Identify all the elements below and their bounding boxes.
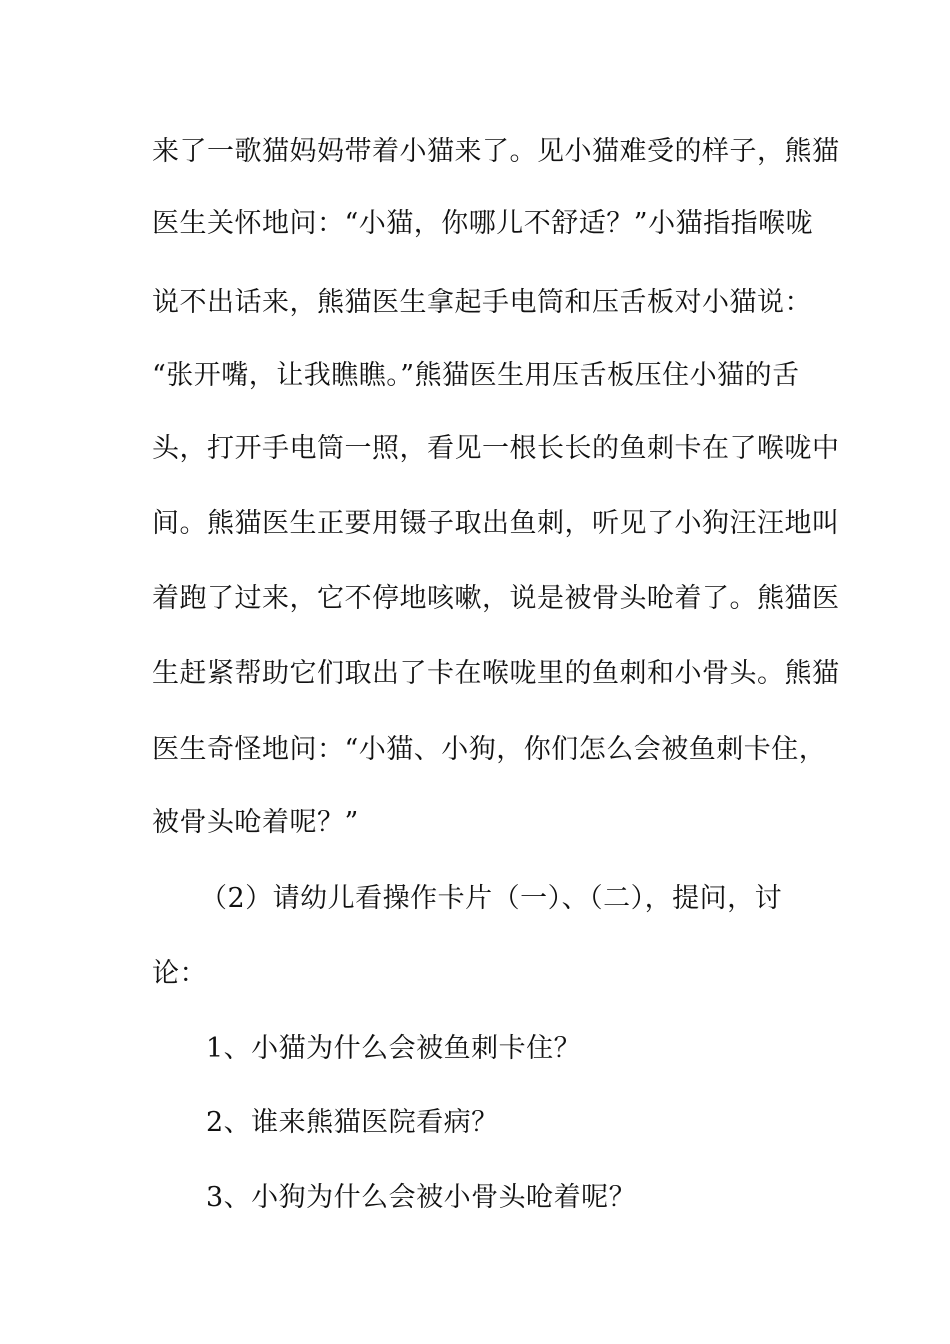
text-line: 说不出话来，熊猫医生拿起手电筒和压舌板对小猫说： — [152, 287, 812, 318]
question-item: 1、小猫为什么会被鱼刺卡住？ — [206, 1033, 582, 1064]
text-line: （2）请幼儿看操作卡片（一）、（二），提问，讨 — [200, 883, 783, 914]
text-line: “张开嘴，让我瞧瞧。”熊猫医生用压舌板压住小猫的舌 — [152, 360, 800, 391]
text-line: 医生关怀地问：“小猫，你哪儿不舒适？”小猫指指喉咙 — [152, 208, 814, 239]
text-line: 来了一歌猫妈妈带着小猫来了。见小猫难受的样子，熊猫 — [152, 136, 840, 167]
text-line: 生赶紧帮助它们取出了卡在喉咙里的鱼刺和小骨头。熊猫 — [152, 658, 840, 689]
text-line: 被骨头呛着呢？” — [152, 807, 359, 838]
text-line: 头，打开手电筒一照，看见一根长长的鱼刺卡在了喉咙中 — [152, 433, 840, 464]
text-line: 着跑了过来，它不停地咳嗽，说是被骨头呛着了。熊猫医 — [152, 583, 840, 614]
question-item: 2、谁来熊猫医院看病？ — [206, 1107, 499, 1138]
text-line: 论： — [152, 958, 207, 989]
question-item: 3、小狗为什么会被小骨头呛着呢？ — [206, 1182, 637, 1213]
text-line: 医生奇怪地问：“小猫、小狗，你们怎么会被鱼刺卡住， — [152, 734, 827, 765]
text-line: 间。熊猫医生正要用镊子取出鱼刺，听见了小狗汪汪地叫 — [152, 508, 840, 539]
